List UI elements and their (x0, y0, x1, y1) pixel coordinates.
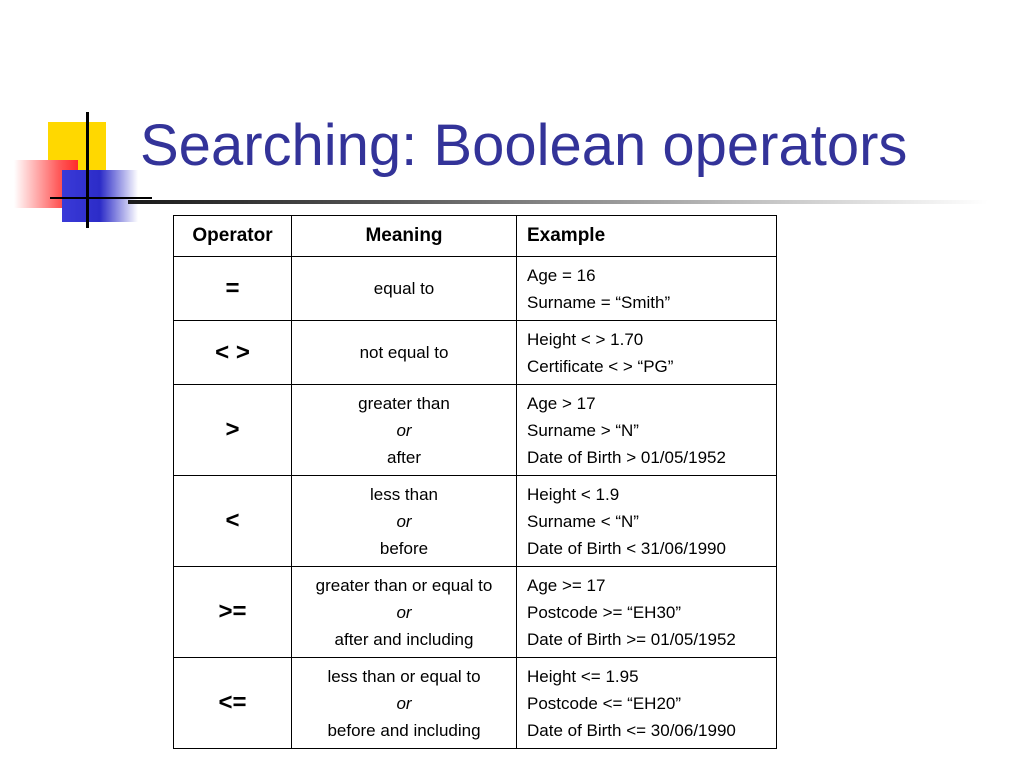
meaning-line: equal to (373, 279, 435, 298)
example-cell (517, 658, 777, 749)
example-line: Postcode >= “EH30” (527, 602, 682, 622)
meaning-or: or (396, 420, 412, 440)
meaning-or: or (396, 511, 412, 531)
operator-cell: < (174, 476, 292, 567)
meaning-line: after and including (334, 629, 474, 649)
operator-cell: = (174, 257, 292, 321)
example-cell (517, 257, 777, 321)
example-cell (517, 476, 777, 567)
meaning-cell (292, 476, 517, 567)
example-line: Age >= 17 (527, 575, 606, 595)
meaning-line: before (379, 538, 429, 558)
example-line: Height < > 1.70 (527, 329, 644, 349)
example-cell (517, 567, 777, 658)
example-line: Date of Birth <= 30/06/1990 (527, 720, 736, 740)
meaning-cell (292, 567, 517, 658)
header-example: Example (517, 216, 777, 257)
meaning-line: less than or equal to (327, 666, 481, 686)
meaning-line: before and including (327, 720, 481, 740)
example-line: Date of Birth > 01/05/1952 (527, 447, 726, 467)
title-underline (128, 200, 988, 204)
table-row (174, 321, 777, 385)
operators-table (173, 215, 777, 749)
meaning-line: less than (369, 484, 439, 504)
slide-title: Searching: Boolean operators (140, 113, 908, 178)
meaning-or: or (396, 693, 412, 713)
table-row (174, 257, 777, 321)
operator-cell: >= (174, 567, 292, 658)
meaning-cell (292, 658, 517, 749)
example-line: Certificate < > “PG” (527, 356, 674, 376)
meaning-line: not equal to (359, 343, 449, 362)
table-row (174, 658, 777, 749)
meaning-cell (292, 385, 517, 476)
example-line: Age = 16 (527, 265, 596, 285)
meaning-cell (292, 321, 517, 385)
table-header-row (174, 216, 777, 257)
logo-horizontal-line (50, 197, 152, 199)
example-line: Surname < “N” (527, 511, 639, 531)
example-line: Postcode <= “EH20” (527, 693, 682, 713)
example-line: Height < 1.9 (527, 484, 620, 504)
logo-blue-gradient-block (62, 170, 138, 222)
logo-vertical-line (86, 112, 89, 228)
operator-cell: > (174, 385, 292, 476)
operator-cell: <= (174, 658, 292, 749)
operator-cell: < > (174, 321, 292, 385)
meaning-line: after (386, 447, 422, 467)
meaning-cell (292, 257, 517, 321)
example-line: Date of Birth < 31/06/1990 (527, 538, 726, 558)
meaning-line: greater than or equal to (315, 575, 493, 595)
example-cell (517, 321, 777, 385)
example-line: Surname > “N” (527, 420, 639, 440)
header-meaning: Meaning (292, 216, 517, 257)
table-row (174, 567, 777, 658)
example-cell (517, 385, 777, 476)
header-operator: Operator (174, 216, 292, 257)
meaning-line: greater than (358, 393, 450, 413)
table-row (174, 385, 777, 476)
meaning-or: or (396, 602, 412, 622)
table-row (174, 476, 777, 567)
example-line: Age > 17 (527, 393, 596, 413)
example-line: Surname = “Smith” (527, 292, 671, 312)
example-line: Date of Birth >= 01/05/1952 (527, 629, 736, 649)
example-line: Height <= 1.95 (527, 666, 639, 686)
